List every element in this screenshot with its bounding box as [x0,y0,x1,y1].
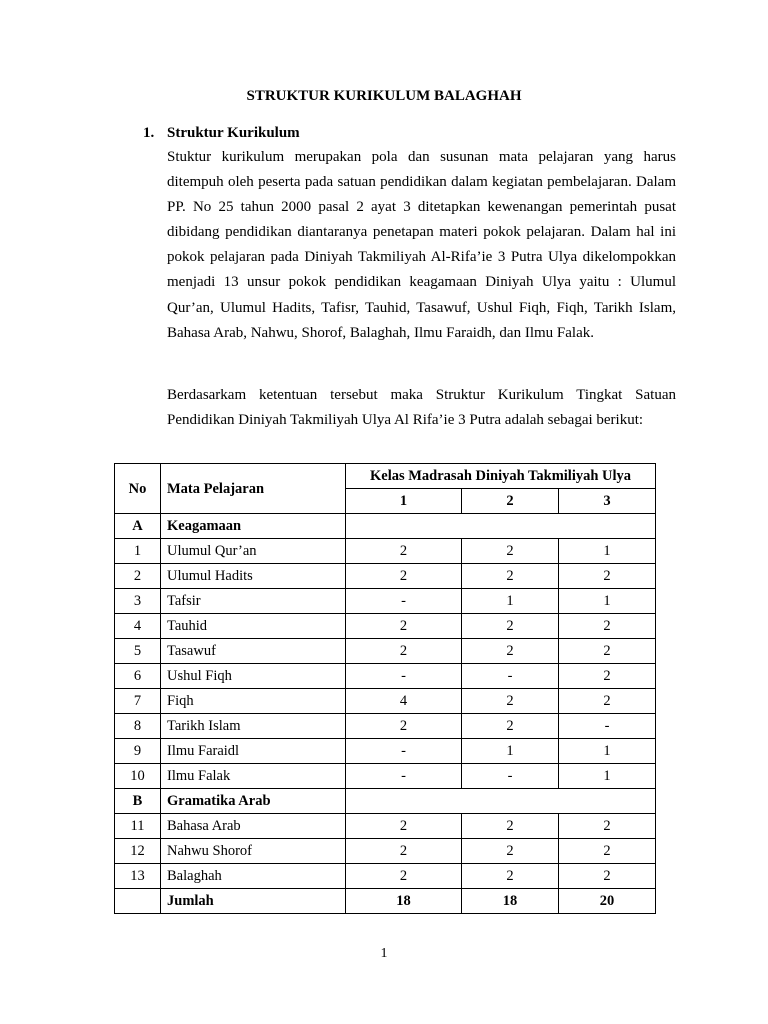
row-class-2: 2 [462,864,559,889]
row-class-2: 1 [462,739,559,764]
total-class-2: 18 [462,889,559,914]
page-number: 1 [380,946,388,961]
row-class-3: 1 [559,589,656,614]
row-class-3: 2 [559,839,656,864]
row-class-3: 2 [559,614,656,639]
total-class-1: 18 [346,889,462,914]
row-class-2: - [462,764,559,789]
row-no: 6 [115,664,161,689]
row-class-1: - [346,764,462,789]
table-row [115,614,656,639]
row-class-1: 2 [346,714,462,739]
table-row [115,639,656,664]
row-subject: Balaghah [161,864,346,889]
table-row [115,664,656,689]
row-class-2: 2 [462,714,559,739]
row-class-2: 2 [462,839,559,864]
paragraph-intro: Stuktur kurikulum merupakan pola dan susunan mata pelajaran yang harus ditempuh oleh peserta pada satuan pendidikan dalam kegiatan pembelajaran. Dalam PP. No 25 tahun 2000 pasal 2 ayat 3 ditetapkan kewenangan pemerintah pusat dibidang pendidikan diantaranya penetapan materi pokok pelajaran. Dalam hal ini pokok pelajaran pada Diniyah Takmiliyah Al-Rifa’ie 3 Putra Ulya dikelompokkan menjadi 13 unsur pokok pendidikan keagamaan Diniyah Ulya yaitu : Ulumul Qur’an, Ulumul Hadits, Tafisr, Tauhid, Tasawuf, Ushul Fiqh, Fiqh, Tarikh Islam, Bahasa Arab, Nahwu, Shorof, Balaghah, Ilmu Faraidh, dan Ilmu Falak. [167,149,676,341]
table-header-row [115,464,656,489]
table-row [115,714,656,739]
row-subject: Bahasa Arab [161,814,346,839]
row-class-3: 1 [559,539,656,564]
table-row [115,814,656,839]
section-heading-text: Struktur Kurikulum [167,125,300,141]
row-class-2: 2 [462,564,559,589]
row-subject: Tafsir [161,589,346,614]
column-header-class-2: 2 [462,489,559,514]
row-subject: Nahwu Shorof [161,839,346,864]
row-class-3: 2 [559,689,656,714]
row-no: 7 [115,689,161,714]
page-title: STRUKTUR KURIKULUM BALAGHAH [246,88,522,104]
row-class-1: 2 [346,614,462,639]
row-no: 4 [115,614,161,639]
row-class-1: 4 [346,689,462,714]
row-class-3: 2 [559,639,656,664]
row-class-3: 2 [559,864,656,889]
row-subject: Ushul Fiqh [161,664,346,689]
row-no [115,889,161,914]
column-header-subject: Mata Pelajaran [161,464,346,514]
row-group-empty [346,514,656,539]
row-subject: Ulumul Qur’an [161,539,346,564]
curriculum-table [114,463,656,914]
row-class-1: 2 [346,539,462,564]
row-no: B [115,789,161,814]
row-class-1: - [346,589,462,614]
row-class-2: 2 [462,639,559,664]
row-subject: Tarikh Islam [161,714,346,739]
row-class-1: - [346,664,462,689]
table-row [115,739,656,764]
row-subject: Tasawuf [161,639,346,664]
row-no: 12 [115,839,161,864]
row-class-1: 2 [346,814,462,839]
table-row-group-a [115,514,656,539]
row-no: A [115,514,161,539]
row-subject: Ilmu Faraidl [161,739,346,764]
row-subject: Tauhid [161,614,346,639]
row-class-3: 2 [559,664,656,689]
row-class-1: 2 [346,864,462,889]
table-row [115,839,656,864]
row-class-1: 2 [346,639,462,664]
row-subject: Ilmu Falak [161,764,346,789]
row-class-2: - [462,664,559,689]
column-header-class-1: 1 [346,489,462,514]
row-no: 2 [115,564,161,589]
row-class-1: 2 [346,839,462,864]
row-no: 8 [115,714,161,739]
row-subject: Fiqh [161,689,346,714]
row-class-2: 2 [462,614,559,639]
row-subject: Ulumul Hadits [161,564,346,589]
row-class-3: 1 [559,764,656,789]
column-header-class-3: 3 [559,489,656,514]
row-no: 1 [115,539,161,564]
row-no: 11 [115,814,161,839]
column-header-class-group: Kelas Madrasah Diniyah Takmiliyah Ulya [346,464,656,489]
section-heading [143,123,300,143]
row-subject: Gramatika Arab [161,789,346,814]
table-row [115,864,656,889]
row-class-2: 2 [462,689,559,714]
row-subject: Keagamaan [161,514,346,539]
row-class-2: 2 [462,539,559,564]
row-class-1: 2 [346,564,462,589]
row-class-3: - [559,714,656,739]
table-row [115,564,656,589]
row-class-3: 2 [559,814,656,839]
row-class-3: 2 [559,564,656,589]
table-total-row [115,889,656,914]
row-class-3: 1 [559,739,656,764]
row-group-empty [346,789,656,814]
column-header-no: No [115,464,161,514]
table-row [115,589,656,614]
row-no: 13 [115,864,161,889]
table-row [115,764,656,789]
row-no: 3 [115,589,161,614]
row-class-1: - [346,739,462,764]
section-number: 1. [143,125,155,141]
table-row [115,689,656,714]
row-no: 10 [115,764,161,789]
total-label: Jumlah [161,889,346,914]
total-class-3: 20 [559,889,656,914]
row-class-2: 1 [462,589,559,614]
table-row [115,539,656,564]
table-row-group-b [115,789,656,814]
row-no: 9 [115,739,161,764]
row-class-2: 2 [462,814,559,839]
row-no: 5 [115,639,161,664]
paragraph-followup: Berdasarkam ketentuan tersebut maka Struktur Kurikulum Tingkat Satuan Pendidikan Diniyah Takmiliyah Ulya Al Rifa’ie 3 Putra adalah sebagai berikut: [167,387,676,429]
